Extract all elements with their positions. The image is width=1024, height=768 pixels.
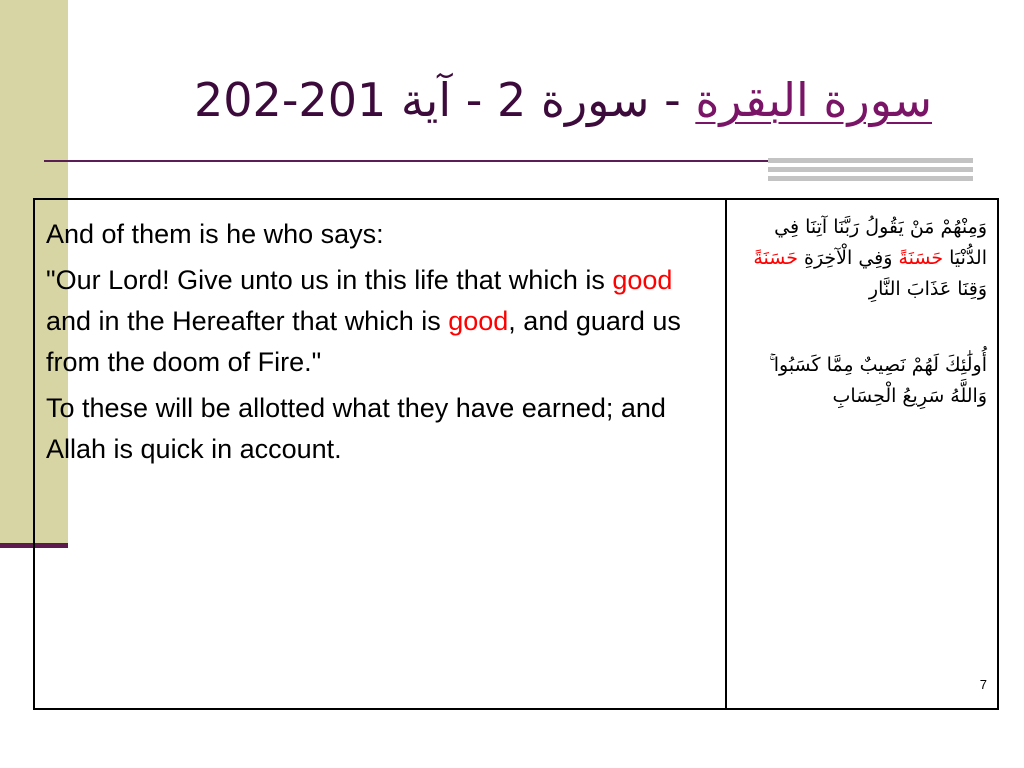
- surah-link[interactable]: سورة البقرة: [695, 73, 932, 127]
- title-separator: -: [649, 73, 696, 127]
- highlight-good: good: [612, 265, 673, 295]
- verse-spacer: [737, 305, 987, 350]
- arabic-verse-201: [737, 212, 987, 305]
- arabic-verse-cell: [727, 200, 997, 708]
- slide-title: [100, 60, 932, 140]
- english-line-intro: And of them is he who says:: [46, 219, 384, 249]
- quote-text: and in the Hereafter that which is: [46, 306, 449, 336]
- highlight-hasana: حَسَنَةً: [898, 247, 944, 269]
- highlight-good: good: [448, 306, 509, 336]
- highlight-hasana: حَسَنَةً: [753, 247, 798, 269]
- english-line-quote: [46, 260, 701, 383]
- decorative-bar: [768, 167, 973, 172]
- decorative-bar: [768, 158, 973, 163]
- english-line-allotted: To these will be allotted what they have earned; and Allah is quick in account.: [46, 393, 666, 464]
- arabic-text: وَمِنْهُمْ مَنْ يَقُولُ رَبَّنَا آتِنَا فِي الدُّنْيَا: [774, 216, 987, 269]
- title-divider: [44, 160, 774, 162]
- title-rest: سورة 2 - آية 201-202: [194, 73, 650, 127]
- quote-text: , and guard us from the doom of Fire.": [46, 306, 681, 377]
- quote-text: "Our Lord! Give unto us in this life that which is: [46, 265, 613, 295]
- arabic-text: وَفِي الْآخِرَةِ: [797, 247, 899, 269]
- arabic-verse-202: أُولَٰئِكَ لَهُمْ نَصِيبٌ مِمَّا كَسَبُوا ۚ وَاللَّهُ سَرِيعُ الْحِسَابِ: [768, 354, 987, 407]
- decorative-bar: [768, 176, 973, 181]
- slide-number: 7: [979, 677, 987, 692]
- verse-table: [33, 198, 999, 710]
- english-translation-cell: [35, 200, 727, 708]
- arabic-text: وَقِنَا عَذَابَ النَّارِ: [868, 278, 987, 300]
